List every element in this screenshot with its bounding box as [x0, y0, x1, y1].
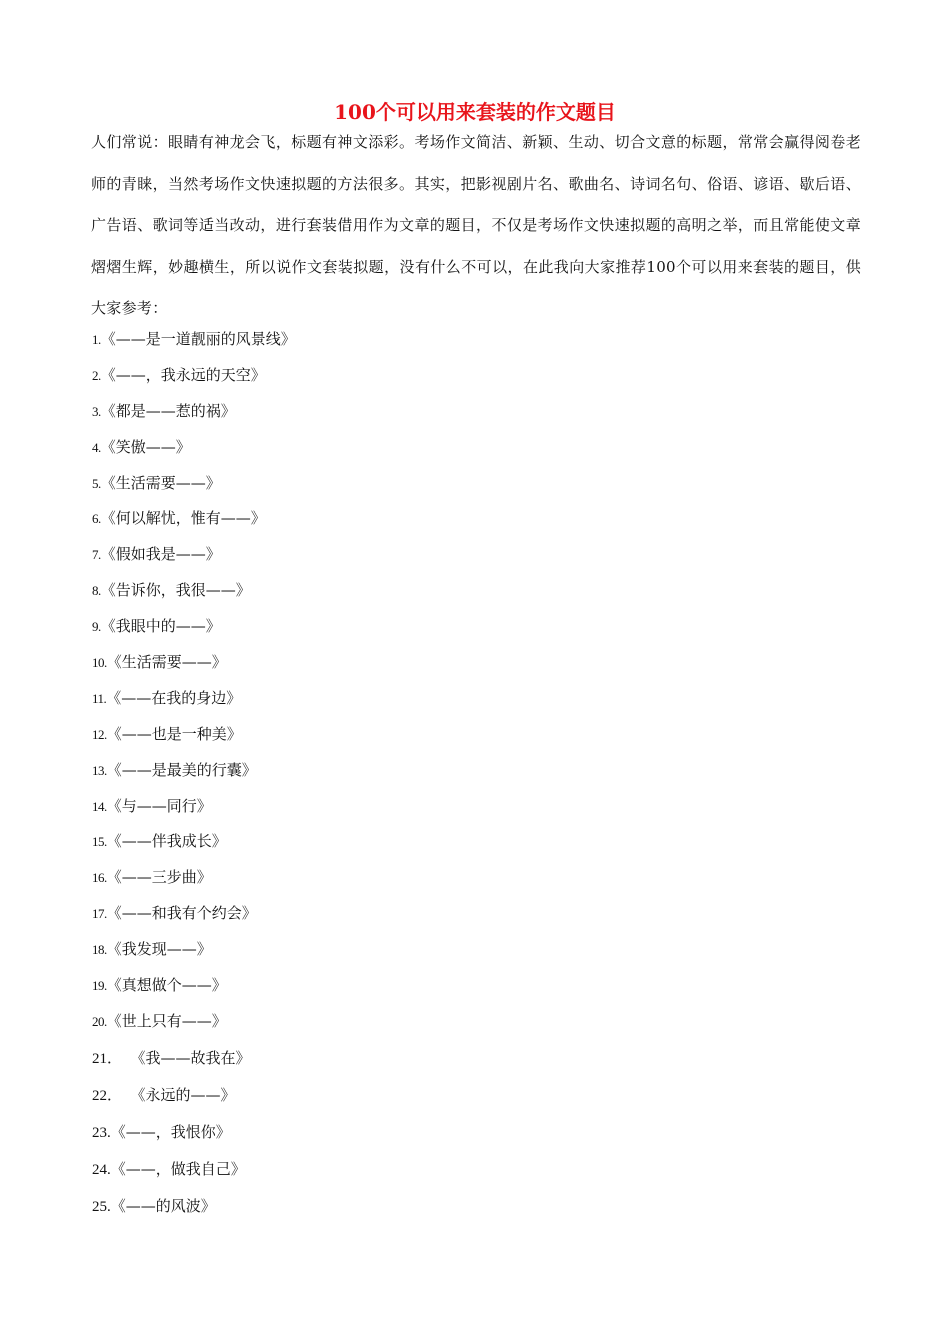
list-item — [92, 1077, 852, 1114]
list-item — [92, 358, 852, 394]
item-number: 15. — [92, 834, 107, 850]
list-item — [92, 645, 852, 681]
list-item — [92, 860, 852, 896]
item-number: 14. — [92, 798, 107, 814]
item-text: 《世上只有——》 — [106, 1011, 227, 1030]
list-item — [92, 394, 852, 430]
item-number: 24. — [92, 1161, 111, 1178]
list-item — [92, 789, 852, 825]
item-number: 18. — [92, 942, 107, 958]
item-text: 《真想做个——》 — [106, 976, 227, 995]
list-item — [92, 430, 852, 466]
item-number: 12. — [92, 726, 107, 742]
item-text: 《——，我永远的天空》 — [100, 365, 266, 384]
list-item — [92, 968, 852, 1004]
item-text: 《——是一道靓丽的风景线》 — [100, 330, 296, 348]
intro-paragraph: 人们常说：眼睛有神龙会飞，标题有神文添彩。考场作文简洁、新颖、生动、切合文意的标题，常常会赢得阅卷老师的青睐，当然考场作文快速拟题的方法很多。其实，把影视剧片名、歌曲名、诗词名句、俗语、谚语、歇后语、广告语、歌词等适当改动，进行套装借用作为文章的题目，不仅是考场作文快速拟题的高明之举，而且常能使文章熠熠生辉，妙趣横生，所以说作文套装拟题，没有什么不可以，在此我向大家推荐100个可以用来套装的题目，供大家参考： — [91, 133, 861, 318]
list-item — [92, 322, 852, 358]
item-number: 25. — [92, 1198, 111, 1215]
title-list — [92, 322, 852, 1225]
list-item — [92, 1004, 852, 1040]
list-item — [92, 609, 852, 645]
item-text: 《生活需要——》 — [100, 473, 221, 492]
item-number: 3. — [92, 403, 101, 419]
item-number: 1. — [92, 332, 101, 347]
item-text: 《——是最美的行囊》 — [106, 760, 257, 779]
list-item — [92, 681, 852, 717]
item-text: 《——三步曲》 — [106, 868, 212, 887]
item-number: 16. — [92, 870, 107, 886]
list-item — [92, 466, 852, 502]
item-text: 《——伴我成长》 — [106, 832, 227, 851]
list-item — [92, 1151, 852, 1188]
list-item — [92, 1040, 852, 1077]
item-text: 《生活需要——》 — [106, 653, 227, 672]
item-text: 《——，我恨你》 — [110, 1122, 231, 1141]
item-text: 《永远的——》 — [138, 1085, 236, 1104]
item-text: 《——和我有个约会》 — [106, 904, 257, 923]
list-item — [92, 717, 852, 753]
item-text: 《告诉你，我很——》 — [100, 581, 251, 600]
item-text: 《——也是一种美》 — [106, 724, 242, 743]
list-item — [92, 753, 852, 789]
list-item — [92, 573, 852, 609]
item-text: 《我——故我在》 — [138, 1048, 251, 1067]
item-number: 10. — [92, 655, 107, 671]
item-text: 《何以解忧，惟有——》 — [100, 509, 266, 528]
list-item — [92, 1114, 852, 1151]
item-number: 21． — [92, 1050, 123, 1067]
item-number: 17. — [92, 906, 107, 922]
document-title: 100个可以用来套装的作文题目 — [334, 100, 616, 124]
list-item — [92, 537, 852, 573]
item-number: 5. — [92, 475, 101, 491]
item-text: 《我眼中的——》 — [100, 617, 221, 636]
item-text: 《——在我的身边》 — [106, 688, 242, 707]
item-text: 《与——同行》 — [106, 796, 212, 815]
item-number: 19. — [92, 978, 107, 994]
list-item — [92, 932, 852, 968]
item-number: 9. — [92, 619, 101, 635]
item-number: 7. — [92, 547, 101, 563]
item-number: 20. — [92, 1013, 107, 1029]
list-item — [92, 501, 852, 537]
item-number: 4. — [92, 439, 101, 455]
item-text: 《笑傲——》 — [100, 437, 191, 456]
item-number: 11. — [92, 690, 107, 706]
item-number: 22． — [92, 1087, 123, 1104]
list-item — [92, 824, 852, 860]
item-number: 6. — [92, 511, 101, 527]
item-number: 8. — [92, 583, 101, 599]
item-number: 2. — [92, 367, 101, 383]
list-item — [92, 896, 852, 932]
item-text: 《假如我是——》 — [100, 545, 221, 564]
item-number: 23. — [92, 1124, 111, 1141]
item-text: 《都是——惹的祸》 — [100, 401, 236, 420]
item-text: 《——，做我自己》 — [110, 1159, 246, 1178]
item-text: 《我发现——》 — [106, 940, 212, 959]
item-text: 《——的风波》 — [110, 1196, 216, 1215]
item-number: 13. — [92, 762, 107, 778]
list-item — [92, 1188, 852, 1225]
